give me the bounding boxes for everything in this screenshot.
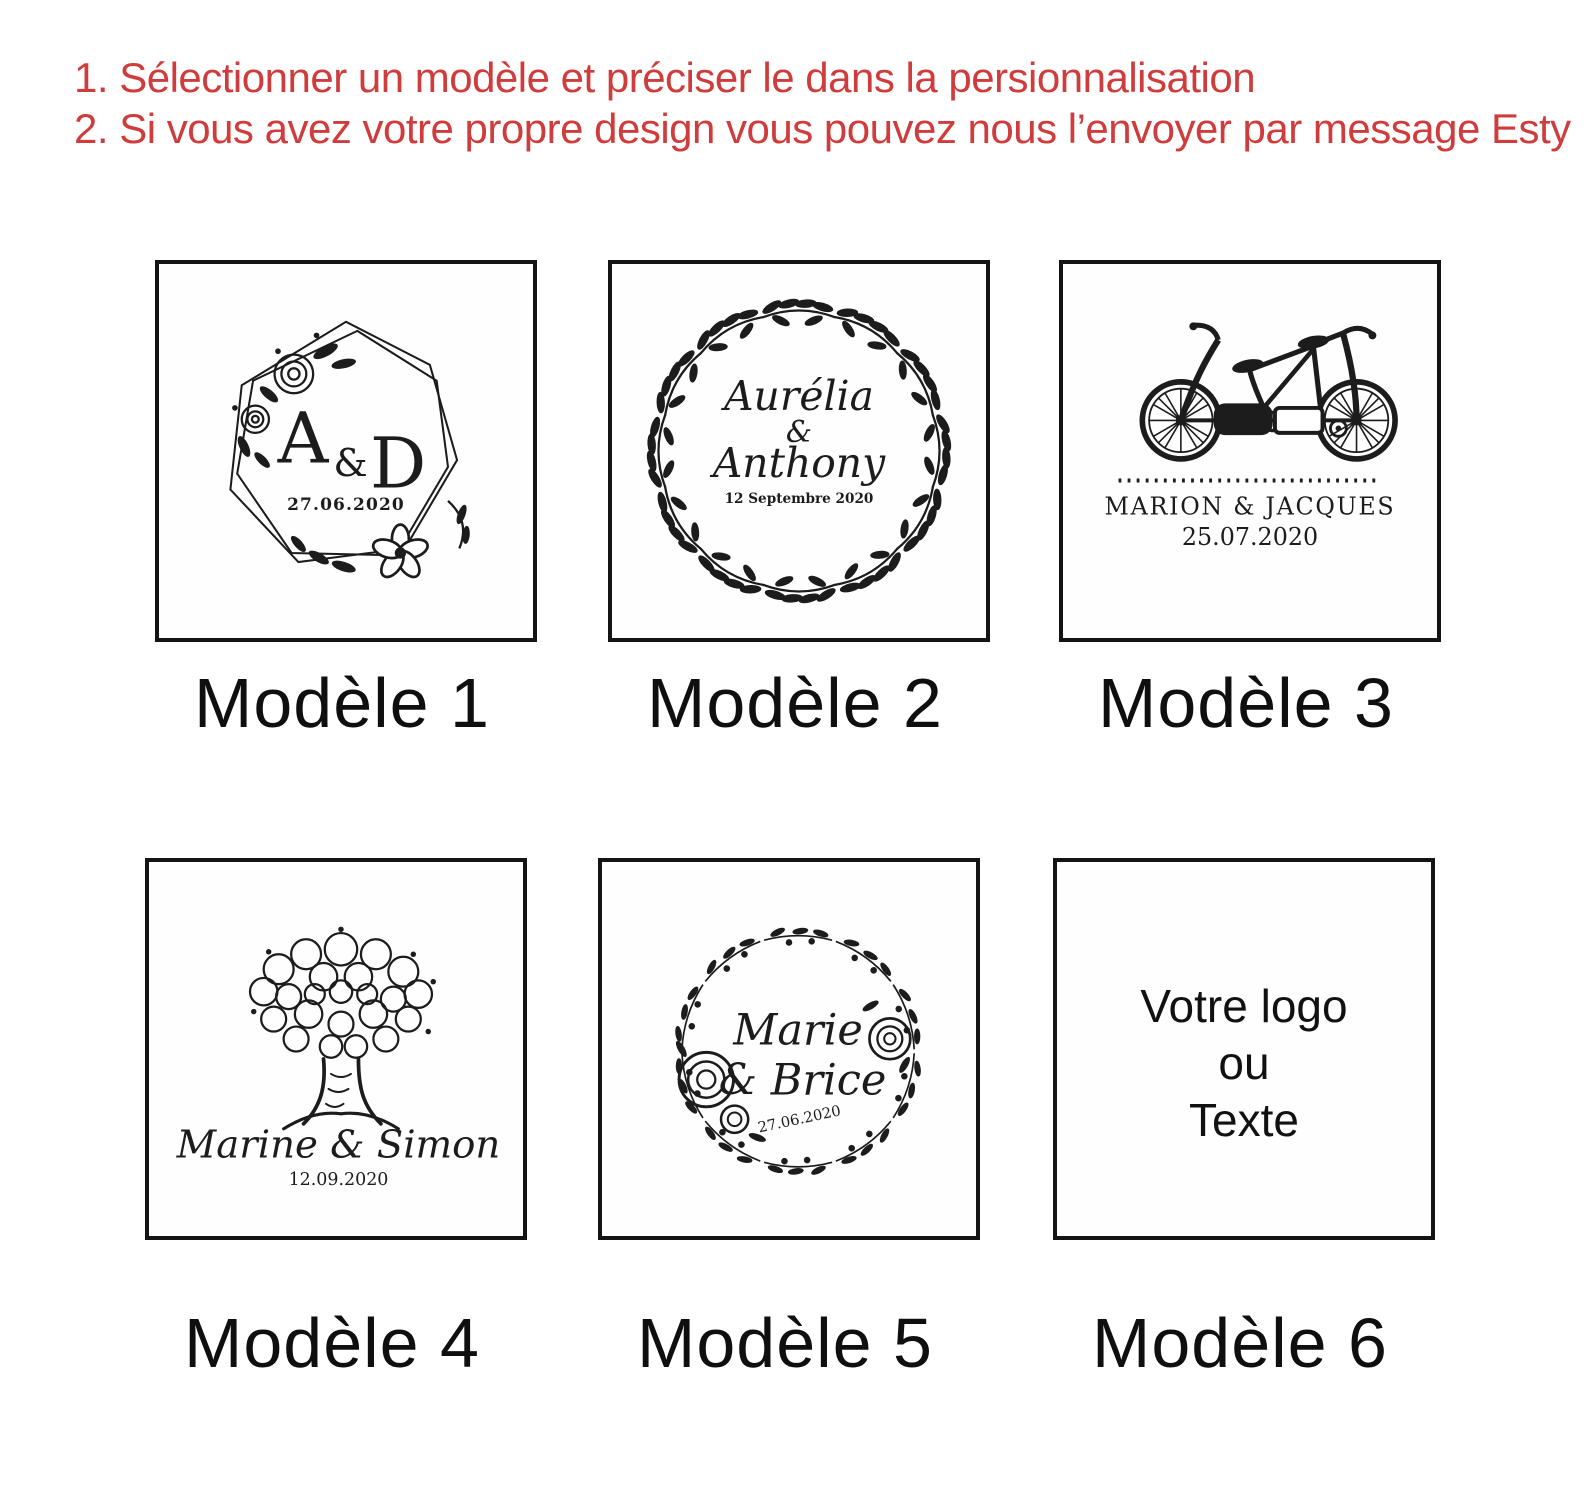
- model-4-label: Modèle 4: [184, 1304, 480, 1382]
- placeholder-line-1: Votre logo: [1140, 979, 1348, 1032]
- flower-center: [395, 547, 406, 558]
- wedding-date: 12 Septembre 2020: [724, 491, 874, 508]
- wedding-date: 25.07.2020: [1181, 523, 1319, 552]
- instruction-line-1: 1. Sélectionner un modèle et préciser le dans la persionnalisation: [74, 54, 1256, 101]
- monogram-left: A: [277, 397, 329, 480]
- tandem-bicycle-art: [1080, 281, 1420, 621]
- tandem-bicycle-icon: [1142, 325, 1395, 459]
- custom-placeholder-text: [1057, 862, 1431, 1236]
- ampersand: &: [785, 414, 813, 449]
- model-2-label: Modèle 2: [647, 664, 943, 742]
- model-5-box: [598, 858, 980, 1240]
- groom-name: & Brice: [718, 1055, 887, 1106]
- instruction-line-2: 2. Si vous avez votre propre design vous pouvez nous l’envoyer par message Esty: [74, 105, 1571, 152]
- model-5-label: Modèle 5: [637, 1304, 933, 1382]
- model-3-box: [1059, 260, 1441, 642]
- tree-of-life-art: [149, 862, 523, 1236]
- model-6-box: [1053, 858, 1435, 1240]
- placeholder-line-3: Texte: [1189, 1093, 1299, 1146]
- couple-names: Marine & Simon: [176, 1122, 501, 1168]
- chainguard: [1275, 408, 1323, 433]
- model-4-box: [145, 858, 527, 1240]
- bride-name: Marie: [733, 1005, 863, 1056]
- floral-wreath-art: [619, 879, 959, 1219]
- groom-name: Anthony: [712, 439, 886, 488]
- geometric-floral-frame-art: [176, 281, 516, 621]
- bride-name: Aurélia: [724, 372, 874, 421]
- monogram-ampersand: &: [333, 440, 368, 486]
- model-1-label: Modèle 1: [194, 664, 490, 742]
- wedding-date: 27.06.2020: [756, 1102, 843, 1137]
- monogram-right: D: [369, 422, 427, 505]
- tree-canopy-icon: [250, 933, 432, 1058]
- wedding-date: 12.09.2020: [288, 1169, 389, 1190]
- laurel-wreath-art: [629, 281, 969, 621]
- wedding-date: 27.06.2020: [287, 494, 405, 515]
- model-1-box: [155, 260, 537, 642]
- couple-names: MARION & JACQUES: [1104, 492, 1396, 521]
- tree-trunk-icon: [284, 1059, 399, 1129]
- model-2-box: [608, 260, 990, 642]
- placeholder-line-2: ou: [1218, 1036, 1270, 1089]
- model-3-label: Modèle 3: [1098, 664, 1394, 742]
- model-6-label: Modèle 6: [1092, 1304, 1388, 1382]
- instructions: [74, 52, 1571, 154]
